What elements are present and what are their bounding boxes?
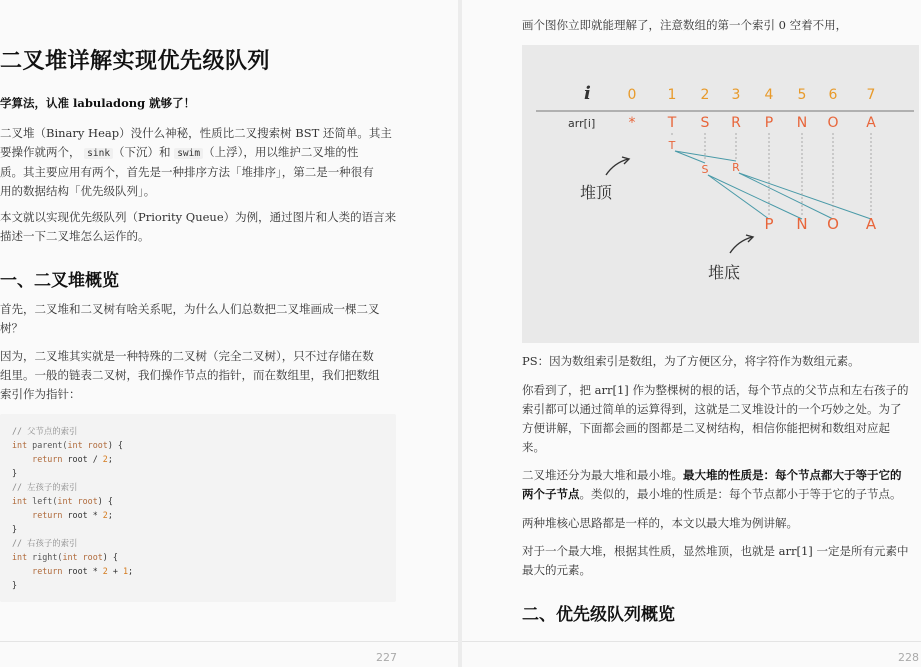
heap-top-arrow — [606, 159, 628, 175]
heap-bottom-label: 堆底 — [708, 263, 741, 282]
tree-edge-2-4 — [708, 175, 769, 219]
array-value-2: S — [700, 115, 710, 131]
section-heading-priority-queue: 二、优先级队列概览 — [522, 605, 675, 625]
section-heading-overview: 一、二叉堆概览 — [0, 271, 119, 291]
index-label: i — [584, 83, 591, 104]
paragraph-root-index: 你看到了，把 arr[1] 作为整棵树的根的话，每个节点的父节点和左右孩子的 索引都可以通过简单的运算得到，这就是二叉堆设计的一个巧妙之处。为了 方便讲解，下面都会画的图都是二叉树结构，相信你能把树和数组对应起 来。 — [522, 383, 909, 454]
page-number: 227 — [376, 651, 397, 664]
heap-array-figure — [522, 45, 919, 343]
array-value-4: P — [764, 115, 774, 131]
paragraph-priority-queue: 本文就以实现优先级队列（Priority Queue）为例，通过图片和人类的语言来 描述一下二叉堆怎么运作的。 — [0, 210, 397, 243]
array-value-5: N — [796, 115, 808, 131]
code-listing: // 父节点的索引 int parent(int root) { return root / 2; } // 左孩子的索引 int left(int root) { return root * 2; } // 右孩子的索引 int right(int root) { return root * 2 + 1; } — [12, 426, 134, 590]
index-3: 3 — [731, 87, 741, 103]
paragraph-intro: 二叉堆（Binary Heap）没什么神秘，性质比二叉搜索树 BST 还简单。其主 要操作就两个， sink （下沉）和 swim （上浮），用以维护二叉堆的性 质。其主要应用有两个，首先是一种排序方法「堆排序」，第二是一种很有 用的数据结构「优先级队列」。 — [0, 126, 392, 198]
sink-code: sink — [84, 148, 113, 159]
paragraph-heap-top: 对于一个最大堆，根据其性质，显然堆顶，也就是 arr[1] 一定是所有元素中 最大的元素。 — [522, 544, 909, 577]
array-value-6: O — [827, 115, 839, 131]
ps-note: PS：因为数组索引是数组，为了方便区分，将字符作为数组元素。 — [522, 354, 860, 368]
code-block — [0, 414, 396, 602]
tagline: 学算法，认准 labuladong 就够了！ — [0, 96, 196, 110]
figure-intro: 画个图你立即就能理解了，注意数组的第一个索引 0 空着不用， — [522, 18, 848, 32]
left-page — [0, 0, 458, 667]
paragraph-tree-relation: 首先，二叉堆和二叉树有啥关系呢，为什么人们总数把二叉堆画成一棵二叉 树？ — [0, 302, 380, 335]
tree-node-A: A — [865, 215, 877, 233]
index-7: 7 — [866, 87, 876, 103]
index-0: 0 — [627, 87, 637, 103]
tree-edge-1-2 — [675, 151, 705, 163]
array-value-1: T — [667, 115, 677, 131]
index-2: 2 — [700, 87, 710, 103]
heap-bottom-arrow — [730, 237, 752, 253]
article-title: 二叉堆详解实现优先级队列 — [0, 48, 271, 74]
paragraph-array-storage: 因为，二叉堆其实就是一种特殊的二叉树（完全二叉树），只不过存储在数 组里。一般的链表二叉树，我们操作节点的指针，而在数组里，我们把数组 索引作为指针： — [0, 349, 380, 401]
tree-node-O: O — [827, 215, 839, 233]
swim-code: swim — [174, 148, 203, 159]
paragraph-max-min-heap: 二叉堆还分为最大堆和最小堆。最大堆的性质是：每个节点都大于等于它的 两个子节点。类似的，最小堆的性质是：每个节点都小于等于它的子节点。 — [522, 468, 902, 501]
footer-divider — [0, 641, 458, 642]
tree-node-P: P — [764, 215, 774, 233]
page-number: 228 — [898, 651, 919, 664]
tree-node-R: R — [732, 161, 740, 174]
footer-divider — [462, 641, 921, 642]
index-5: 5 — [797, 87, 807, 103]
index-6: 6 — [828, 87, 838, 103]
heap-diagram — [522, 45, 919, 343]
array-value-3: R — [731, 115, 741, 131]
tree-edge-1-3 — [675, 151, 736, 161]
tree-node-S: S — [701, 163, 709, 176]
tree-node-T: T — [668, 139, 676, 152]
paragraph-core-idea: 两种堆核心思路都是一样的，本文以最大堆为例讲解。 — [522, 516, 798, 530]
index-4: 4 — [764, 87, 774, 103]
tree-node-N: N — [796, 215, 808, 233]
array-value-0: * — [628, 115, 636, 131]
index-1: 1 — [667, 87, 677, 103]
heap-top-label: 堆顶 — [580, 183, 613, 202]
right-page — [462, 0, 921, 667]
array-value-7: A — [866, 115, 876, 131]
array-label: arr[i] — [568, 117, 596, 130]
